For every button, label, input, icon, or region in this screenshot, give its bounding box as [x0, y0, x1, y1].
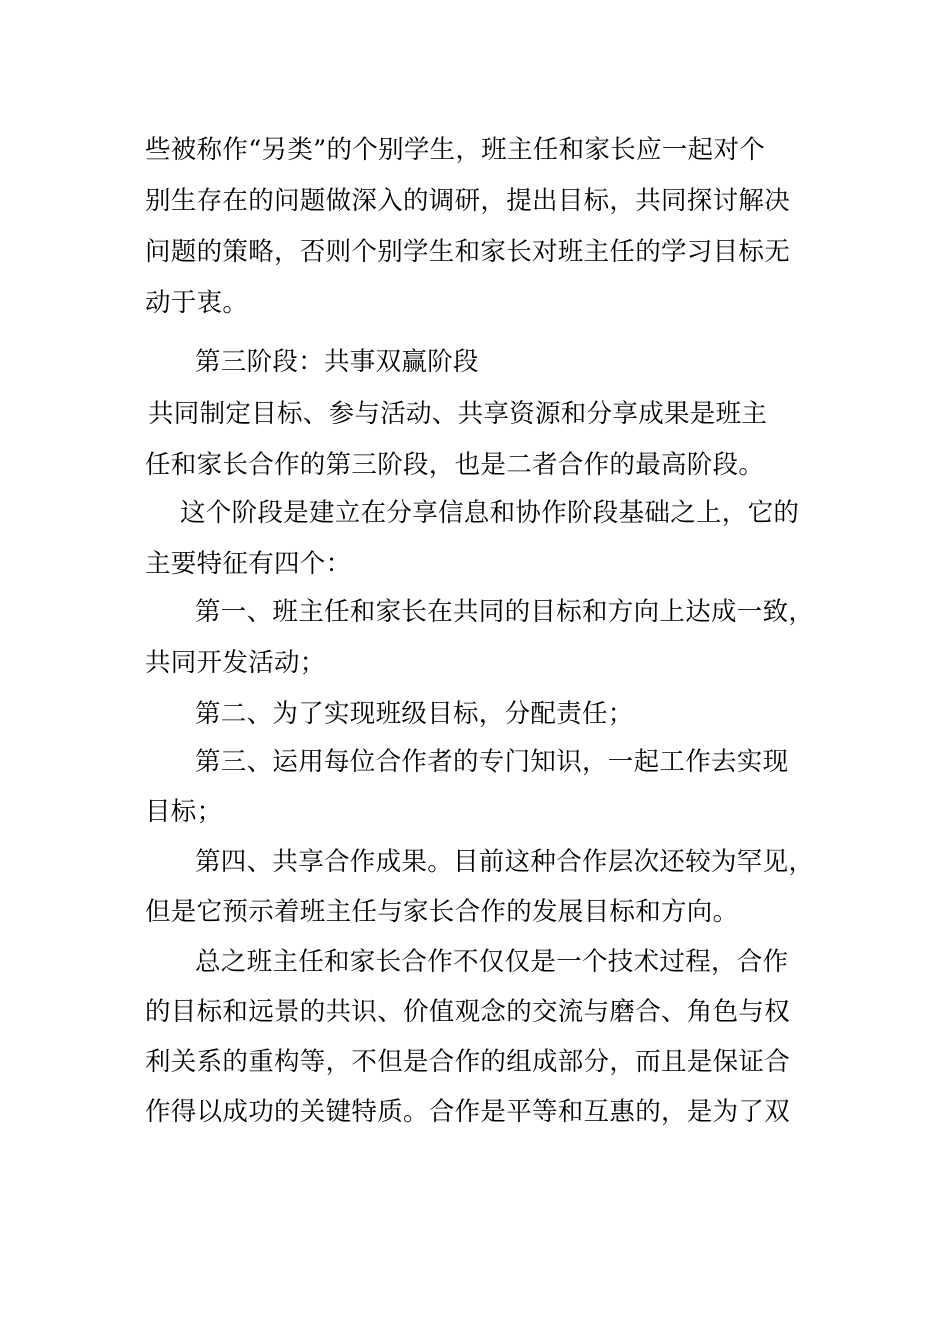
- text-line: 别生存在的问题做深入的调研，提出目标，共同探讨解决: [145, 186, 791, 216]
- text-line: 共同制定目标、参与活动、共享资源和分享成果是班主: [148, 399, 768, 429]
- text-line: 问题的策略，否则个别学生和家长对班主任的学习目标无: [145, 237, 791, 267]
- list-item: 第二、为了实现班级目标，分配责任；: [195, 699, 634, 729]
- text-line: 的目标和远景的共识、价值观念的交流与磨合、角色与权: [145, 997, 791, 1027]
- list-item: 第三、运用每位合作者的专门知识，一起工作去实现: [195, 747, 789, 777]
- text-line: 总之班主任和家长合作不仅仅是一个技术过程，合作: [195, 947, 789, 977]
- text-line: 作得以成功的关键特质。合作是平等和互惠的，是为了双: [145, 1097, 791, 1127]
- list-item: 第四、共享合作成果。目前这种合作层次还较为罕见，: [195, 847, 815, 877]
- text-line: 共同开发活动；: [145, 648, 326, 678]
- text-line: 但是它预示着班主任与家长合作的发展目标和方向。: [145, 897, 739, 927]
- text-line: 任和家长合作的第三阶段，也是二者合作的最高阶段。: [145, 450, 765, 480]
- text-line: 主要特征有四个：: [145, 549, 352, 579]
- text-line: 动于衷。: [145, 288, 249, 318]
- text-line: 些被称作“另类”的个别学生，班主任和家长应一起对个: [145, 135, 766, 165]
- list-item: 第一、班主任和家长在共同的目标和方向上达成一致，: [195, 597, 815, 627]
- text-line: 这个阶段是建立在分享信息和协作阶段基础之上，它的: [180, 498, 800, 528]
- text-line: 利关系的重构等，不但是合作的组成部分，而且是保证合: [145, 1047, 791, 1077]
- section-heading: 第三阶段：共事双赢阶段: [195, 347, 479, 377]
- text-line: 目标；: [145, 797, 223, 827]
